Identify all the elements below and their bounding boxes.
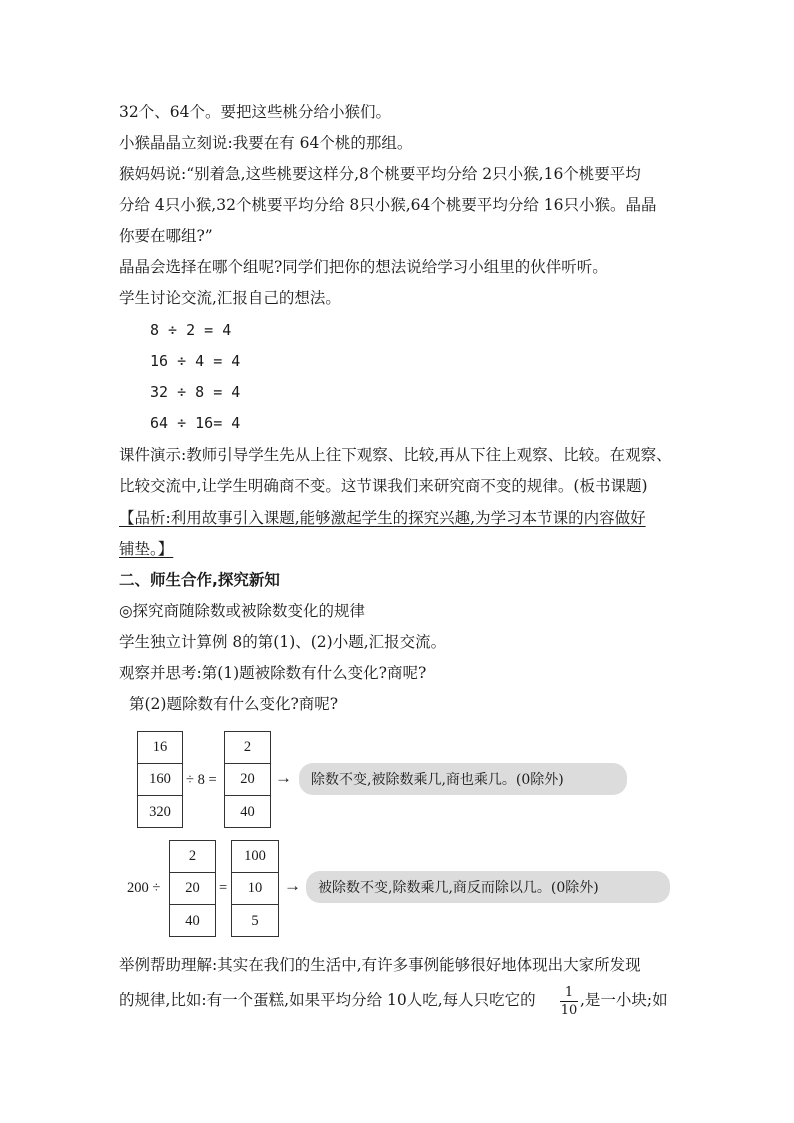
table-cell: 320 [149, 803, 171, 820]
arrow-icon: → [275, 768, 292, 787]
divisor-column [169, 840, 216, 937]
rule-note: 除数不变,被除数乘几,商也乘几。(0除外) [299, 763, 627, 795]
fraction-numerator: 1 [564, 985, 574, 1000]
paragraph: 的规律,比如:有一个蛋糕,如果平均分给 10人吃,每人只吃它的 [119, 991, 536, 1009]
paragraph: 第(2)题除数有什么变化?商呢? [129, 695, 339, 713]
quotient-column [224, 731, 271, 828]
section-heading: 二、师生合作,探究新知 [119, 571, 280, 589]
quotient-column [231, 840, 279, 937]
table-cell: 5 [251, 912, 259, 929]
equation: 16 ÷ 4 = 4 [150, 352, 241, 370]
operator-label: = [219, 880, 228, 896]
commentary: 【品析:利用故事引入课题,能够激起学生的探究兴趣,为学习本节课的内容做好 [119, 509, 646, 527]
table-cell: 20 [170, 873, 215, 905]
paragraph: 32个、64个。要把这些桃分给小猴们。 [119, 103, 391, 121]
table-cell: 2 [225, 732, 270, 764]
table-cell: 10 [232, 873, 278, 905]
rule-note: 被除数不变,除数乘几,商反而除以几。(0除外) [306, 871, 670, 903]
paragraph: 学生讨论交流,汇报自己的想法。 [119, 289, 341, 307]
dividend-column [137, 731, 183, 828]
equation: 8 ÷ 2 = 4 [150, 321, 232, 339]
paragraph: 观察并思考:第(1)题被除数有什么变化?商呢? [119, 664, 427, 682]
paragraph: 比较交流中,让学生明确商不变。这节课我们来研究商不变的规律。(板书课题) [119, 477, 648, 495]
table-cell: 40 [185, 912, 200, 929]
paragraph: 举例帮助理解:其实在我们的生活中,有许多事例能够很好地体现出大家所发现 [119, 956, 641, 974]
arrow-icon: → [284, 876, 301, 895]
paragraph: 小猴晶晶立刻说:我要在有 64个桃的那组。 [119, 134, 413, 152]
paragraph: 晶晶会选择在哪个组呢?同学们把你的想法说给学习小组里的伙伴听听。 [119, 258, 608, 276]
paragraph: 猴妈妈说:“别着急,这些桃要这样分,8个桃要平均分给 2只小猴,16个桃要平均 [119, 165, 641, 183]
paragraph: ◎探究商随除数或被除数变化的规律 [119, 602, 366, 620]
operator-label: ÷ 8 = [186, 772, 217, 788]
table-cell: 40 [240, 803, 255, 820]
equation: 64 ÷ 16= 4 [150, 414, 241, 432]
table-cell: 16 [138, 732, 182, 764]
table-cell: 160 [138, 764, 182, 796]
equation: 32 ÷ 8 = 4 [150, 383, 241, 401]
paragraph: 学生独立计算例 8的第(1)、(2)小题,汇报交流。 [119, 633, 447, 651]
operator-label: 200 ÷ [127, 880, 161, 896]
commentary: 铺垫。】 [119, 540, 174, 558]
table-cell: 20 [225, 764, 270, 796]
table-cell: 2 [170, 841, 215, 873]
fraction-bar [560, 1001, 578, 1002]
fraction-denominator: 10 [560, 1003, 578, 1018]
paragraph: ,是一小块;如 [580, 991, 668, 1009]
paragraph: 课件演示:教师引导学生先从上往下观察、比较,再从下往上观察、比较。在观察、 [119, 446, 672, 464]
table-cell: 100 [232, 841, 278, 873]
paragraph: 分给 4只小猴,32个桃要平均分给 8只小猴,64个桃要平均分给 16只小猴。晶晶 [119, 196, 657, 214]
paragraph: 你要在哪组?” [119, 227, 213, 245]
